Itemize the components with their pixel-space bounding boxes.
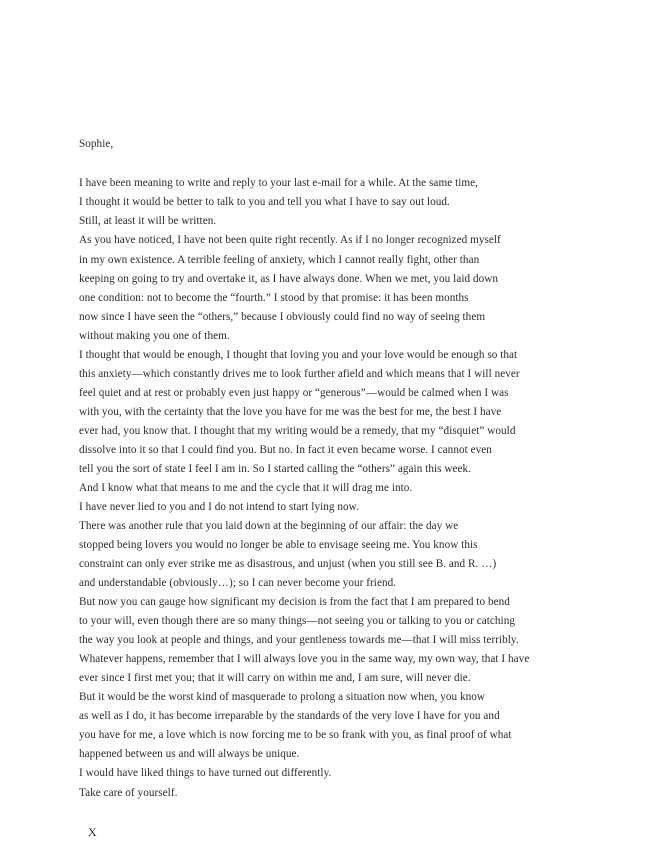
letter-line: this anxiety—which constantly drives me to look further afield and which means that I will never [79,368,520,380]
letter-line: constraint can only ever strike me as disastrous, and unjust (when you still see B. and R. …) [79,558,497,570]
letter-line: Whatever happens, remember that I will always love you in the same way, my own way, that I have [79,653,530,665]
letter-line: tell you the sort of state I feel I am in. So I started calling the “others” again this week. [79,463,472,475]
letter-signoff: X [88,825,97,839]
letter-line: and understandable (obviously…); so I can never become your friend. [79,577,397,589]
letter-line: without making you one of them. [79,330,230,342]
letter-line: as well as I do, it has become irreparable by the standards of the very love I have for you and [79,710,500,722]
letter-line: the way you look at people and things, and your gentleness towards me—that I will miss terribly. [79,634,519,646]
letter-line: with you, with the certainty that the love you have for me was the best for me, the best I have [79,406,502,418]
letter-line: I would have liked things to have turned out differently. [79,767,332,779]
letter-line: stopped being lovers you would no longer be able to envisage seeing me. You know this [79,539,478,551]
letter-line: dissolve into it so that I could find you. But no. In fact it even became worse. I cannot even [79,444,492,456]
letter-line: But now you can gauge how significant my decision is from the fact that I am prepared to bend [79,596,510,608]
letter-line: Take care of yourself. [79,787,178,799]
letter-line: happened between us and will always be unique. [79,748,300,760]
letter-line: keeping on going to try and overtake it, as I have always done. When we met, you laid down [79,273,499,285]
letter-line: to your will, even though there are so many things—not seeing you or talking to you or catching [79,615,516,627]
letter-line: in my own existence. A terrible feeling of anxiety, which I cannot really fight, other than [79,254,480,266]
letter-line: ever had, you know that. I thought that my writing would be a remedy, that my “disquiet” would [79,425,516,437]
letter-line: feel quiet and at rest or probably even just happy or “generous”—would be calmed when I was [79,387,509,399]
letter-line: There was another rule that you laid down at the beginning of our affair: the day we [79,520,459,532]
letter-line: you have for me, a love which is now forcing me to be so frank with you, as final proof of what [79,729,512,741]
letter-line: As you have noticed, I have not been quite right recently. As if I no longer recognized myself [79,234,501,246]
letter-line: And I know what that means to me and the cycle that it will drag me into. [79,482,413,494]
letter-line: But it would be the worst kind of masquerade to prolong a situation now when, you know [79,691,486,703]
letter-line: I thought it would be better to talk to you and tell you what I have to say out loud. [79,196,450,208]
letter-line: I have been meaning to write and reply to your last e-mail for a while. At the same time, [79,177,478,189]
letter-line: now since I have seen the “others,” because I obviously could find no way of seeing them [79,311,486,323]
letter-line: ever since I first met you; that it will carry on within me and, I am sure, will never die. [79,672,471,684]
letter-line: I have never lied to you and I do not intend to start lying now. [79,501,359,513]
letter-line: I thought that would be enough, I thought that loving you and your love would be enough so that [79,349,518,361]
letter-line: one condition: not to become the “fourth.” I stood by that promise: it has been months [79,292,469,304]
letter-salutation: Sophie, [79,138,114,150]
letter-line: Still, at least it will be written. [79,215,217,227]
